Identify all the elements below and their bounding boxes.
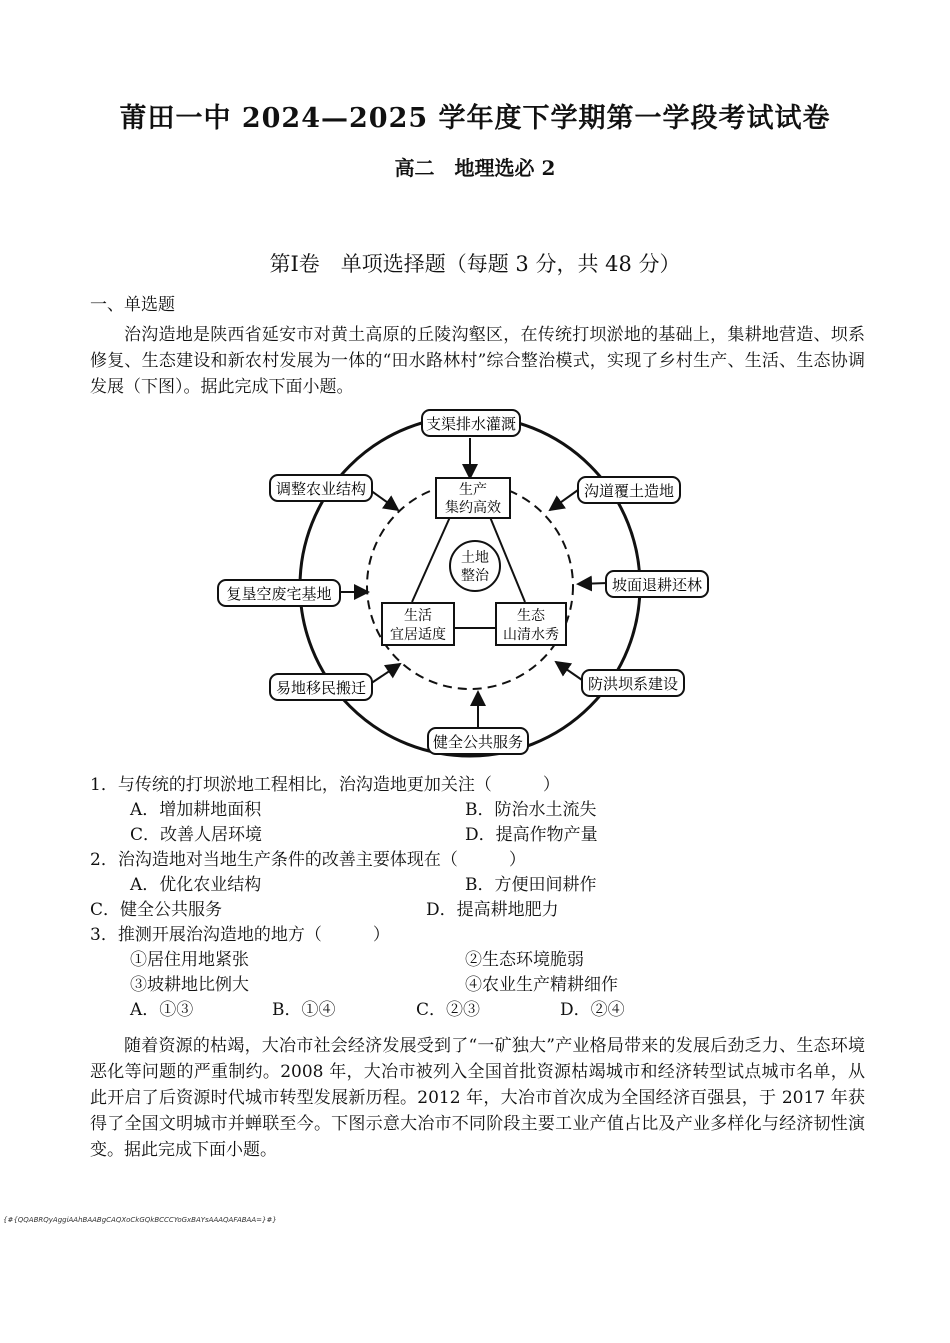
q3-option-c: C．②③ — [416, 1000, 481, 1020]
svg-text:易地移民搬迁: 易地移民搬迁 — [275, 679, 367, 697]
q3-option-b: B．①④ — [272, 1000, 336, 1020]
outer-box-left — [218, 580, 340, 606]
part-label: 一、单选题 — [90, 295, 175, 315]
outer-box-right — [606, 571, 708, 597]
inner-box-production — [436, 478, 510, 518]
svg-text:整治: 整治 — [461, 568, 489, 584]
q1-option-d: D．提高作物产量 — [465, 825, 598, 845]
q3-option-a: A．①③ — [130, 1000, 194, 1020]
svg-text:生活: 生活 — [404, 608, 432, 624]
footer-watermark-code: {#{QQABRQyAggiAAhBAABgCAQXoCkGQkBCCCYoGxBAYsAAAQAFABAA=}#} — [3, 1216, 277, 1224]
q3-option-d: D．②④ — [560, 1000, 625, 1020]
center-land-consolidation — [450, 541, 500, 591]
q3-stem: 3．推测开展治沟造地的地方（ ） — [90, 925, 390, 945]
outer-box-top — [422, 410, 520, 436]
q2-stem: 2．治沟造地对当地生产条件的改善主要体现在（ ） — [90, 850, 526, 870]
q1-option-c: C．改善人居环境 — [130, 825, 263, 845]
outer-box-bottom-left — [270, 674, 372, 700]
svg-text:支渠排水灌溉: 支渠排水灌溉 — [425, 415, 517, 433]
svg-text:防洪坝系建设: 防洪坝系建设 — [587, 675, 679, 693]
q1-option-a: A．增加耕地面积 — [130, 800, 262, 820]
land-consolidation-diagram — [200, 400, 740, 760]
q2-option-a: A．优化农业结构 — [130, 875, 262, 895]
passage-1: 治沟造地是陕西省延安市对黄土高原的丘陵沟壑区，在传统打坝淤地的基础上，集耕地营造、坝系修复、生态建设和新农村发展为一体的“田水路林村”综合整治模式，实现了乡村生产、生活、生态协调发展（下图）。据此完成下面小题。 — [90, 325, 865, 397]
q1-stem: 1．与传统的打坝淤地工程相比，治沟造地更加关注（ ） — [90, 775, 560, 795]
outer-box-top-right — [578, 477, 680, 503]
svg-text:沟道覆土造地: 沟道覆土造地 — [583, 482, 675, 500]
outer-box-bottom-right — [582, 670, 684, 696]
q3-statement-1: ①居住用地紧张 — [130, 950, 249, 970]
exam-subtitle: 高二 地理选必 2 — [394, 156, 556, 180]
svg-text:生产: 生产 — [459, 482, 487, 498]
inner-box-ecology — [496, 603, 566, 645]
svg-text:复垦空废宅基地: 复垦空废宅基地 — [226, 585, 332, 603]
svg-text:调整农业结构: 调整农业结构 — [275, 480, 367, 498]
q3-statement-2: ②生态环境脆弱 — [465, 950, 584, 970]
svg-text:坡面退耕还林: 坡面退耕还林 — [611, 576, 703, 594]
svg-text:土地: 土地 — [461, 550, 489, 566]
q3-statement-4: ④农业生产精耕细作 — [465, 975, 618, 995]
svg-text:集约高效: 集约高效 — [445, 500, 501, 516]
svg-text:生态: 生态 — [517, 608, 545, 624]
q2-option-c: C．健全公共服务 — [90, 900, 223, 920]
svg-text:宜居适度: 宜居适度 — [390, 627, 446, 643]
q3-statement-3: ③坡耕地比例大 — [130, 975, 249, 995]
q2-option-b: B．方便田间耕作 — [465, 875, 597, 895]
inner-box-life — [382, 603, 454, 645]
exam-title: 莆田一中 2024—2025 学年度下学期第一学段考试试卷 — [119, 103, 831, 134]
svg-text:健全公共服务: 健全公共服务 — [432, 733, 524, 751]
svg-text:山清水秀: 山清水秀 — [503, 627, 559, 643]
outer-box-bottom — [428, 728, 528, 754]
outer-box-top-left — [270, 475, 372, 501]
q2-option-d: D．提高耕地肥力 — [426, 900, 559, 920]
passage-2: 随着资源的枯竭，大冶市社会经济发展受到了“一矿独大”产业格局带来的发展后劲乏力、生态环境恶化等问题的严重制约。2008 年，大冶市被列入全国首批资源枯竭城市和经济转型试点城市名单，从此开启了后资源时代城市转型发展新历程。2012 年，大冶市首次成为全国经济百强县，于 2017 年获得了全国文明城市并蝉联至今。下图示意大冶市不同阶段主要工业产值占比及产业多样化与经济韧性演变。据此完成下面小题。 — [90, 1036, 865, 1160]
section-heading: 第Ⅰ卷 单项选择题（每题 3 分，共 48 分） — [269, 252, 681, 276]
q1-option-b: B．防治水土流失 — [465, 800, 597, 820]
